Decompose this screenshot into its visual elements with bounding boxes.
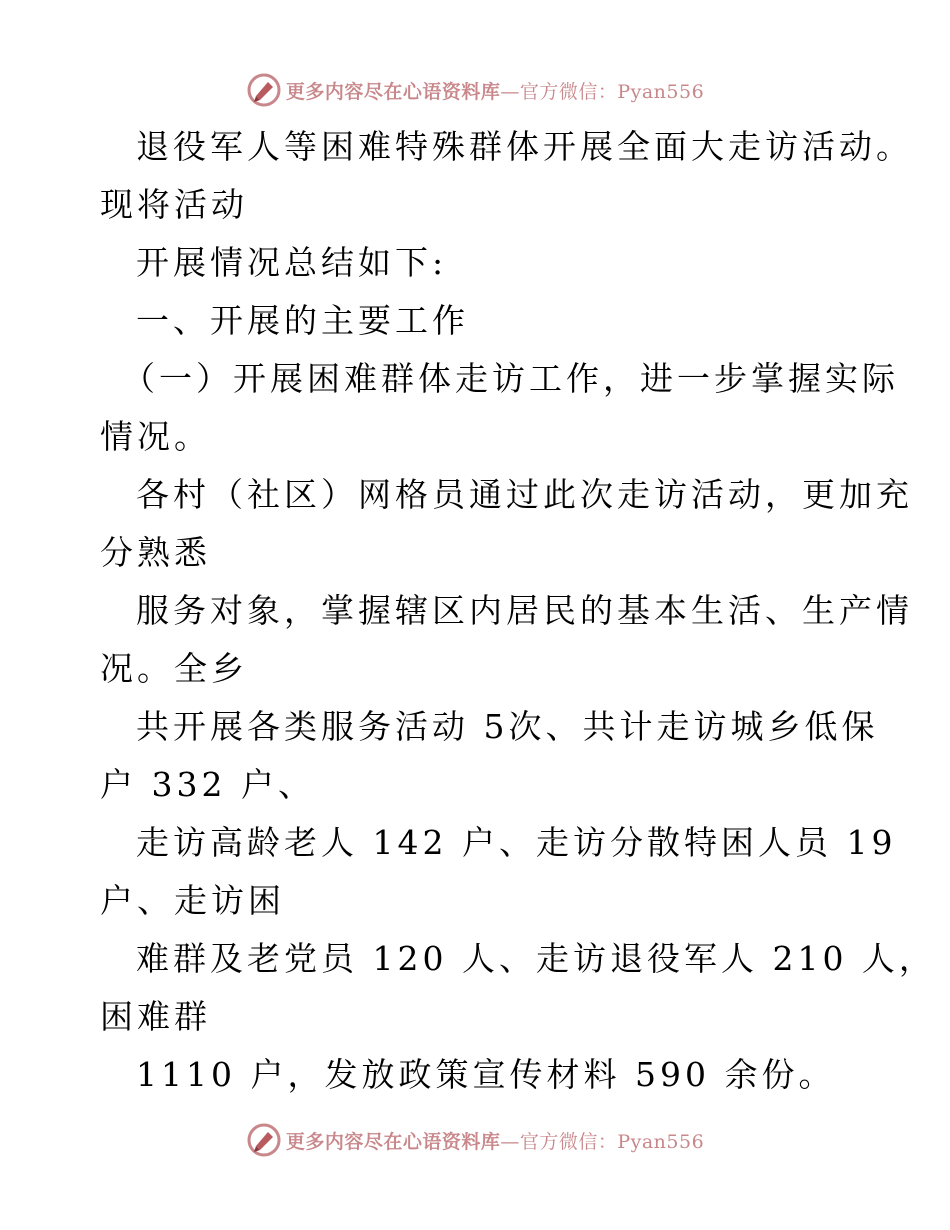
paragraph-line: 走访高龄老人 142 户、走访分散特困人员 19 [136,823,897,862]
paragraph-line: 困难群 [100,997,211,1036]
paragraph-line: 各村（社区）网格员通过此次走访活动，更加充 [136,475,913,514]
paragraph-line: 情况。 [100,417,211,456]
paragraph-line: 1110 户，发放政策宣传材料 590 余份。 [136,1055,836,1094]
watermark-text [286,77,704,104]
watermark-banner-bottom [0,1120,950,1160]
section-heading: 一、开展的主要工作 [136,301,469,340]
pen-nib-logo-icon [246,72,282,108]
paragraph-line: 况。全乡 [100,649,248,688]
watermark-light-text: —官方微信：Pyan556 [500,1130,705,1153]
paragraph-line: 户 332 户、 [100,765,315,804]
paragraph-line: 共开展各类服务活动 5次、共计走访城乡低保 [136,707,879,746]
paragraph-line: 难群及老党员 120 人、走访退役军人 210 人， [136,939,936,978]
watermark-light-text: —官方微信：Pyan556 [500,80,705,103]
paragraph-line: 户、走访困 [100,881,285,920]
watermark-bold-text: 更多内容尽在心语资料库 [285,1130,501,1153]
document-body [100,118,936,1104]
subsection-heading: （一）开展困难群体走访工作，进一步掌握实际 [122,359,899,398]
watermark-bold-text: 更多内容尽在心语资料库 [285,80,501,103]
paragraph-line: 分熟悉 [100,533,211,572]
paragraph-line: 退役军人等困难特殊群体开展全面大走访活动。 [136,127,913,166]
paragraph-line: 服务对象，掌握辖区内居民的基本生活、生产情 [136,591,913,630]
pen-nib-logo-icon [246,1122,282,1158]
paragraph-line: 现将活动 [100,185,248,224]
watermark-banner-top [0,70,950,110]
watermark-text [286,1127,704,1154]
paragraph-line: 开展情况总结如下: [136,243,448,282]
